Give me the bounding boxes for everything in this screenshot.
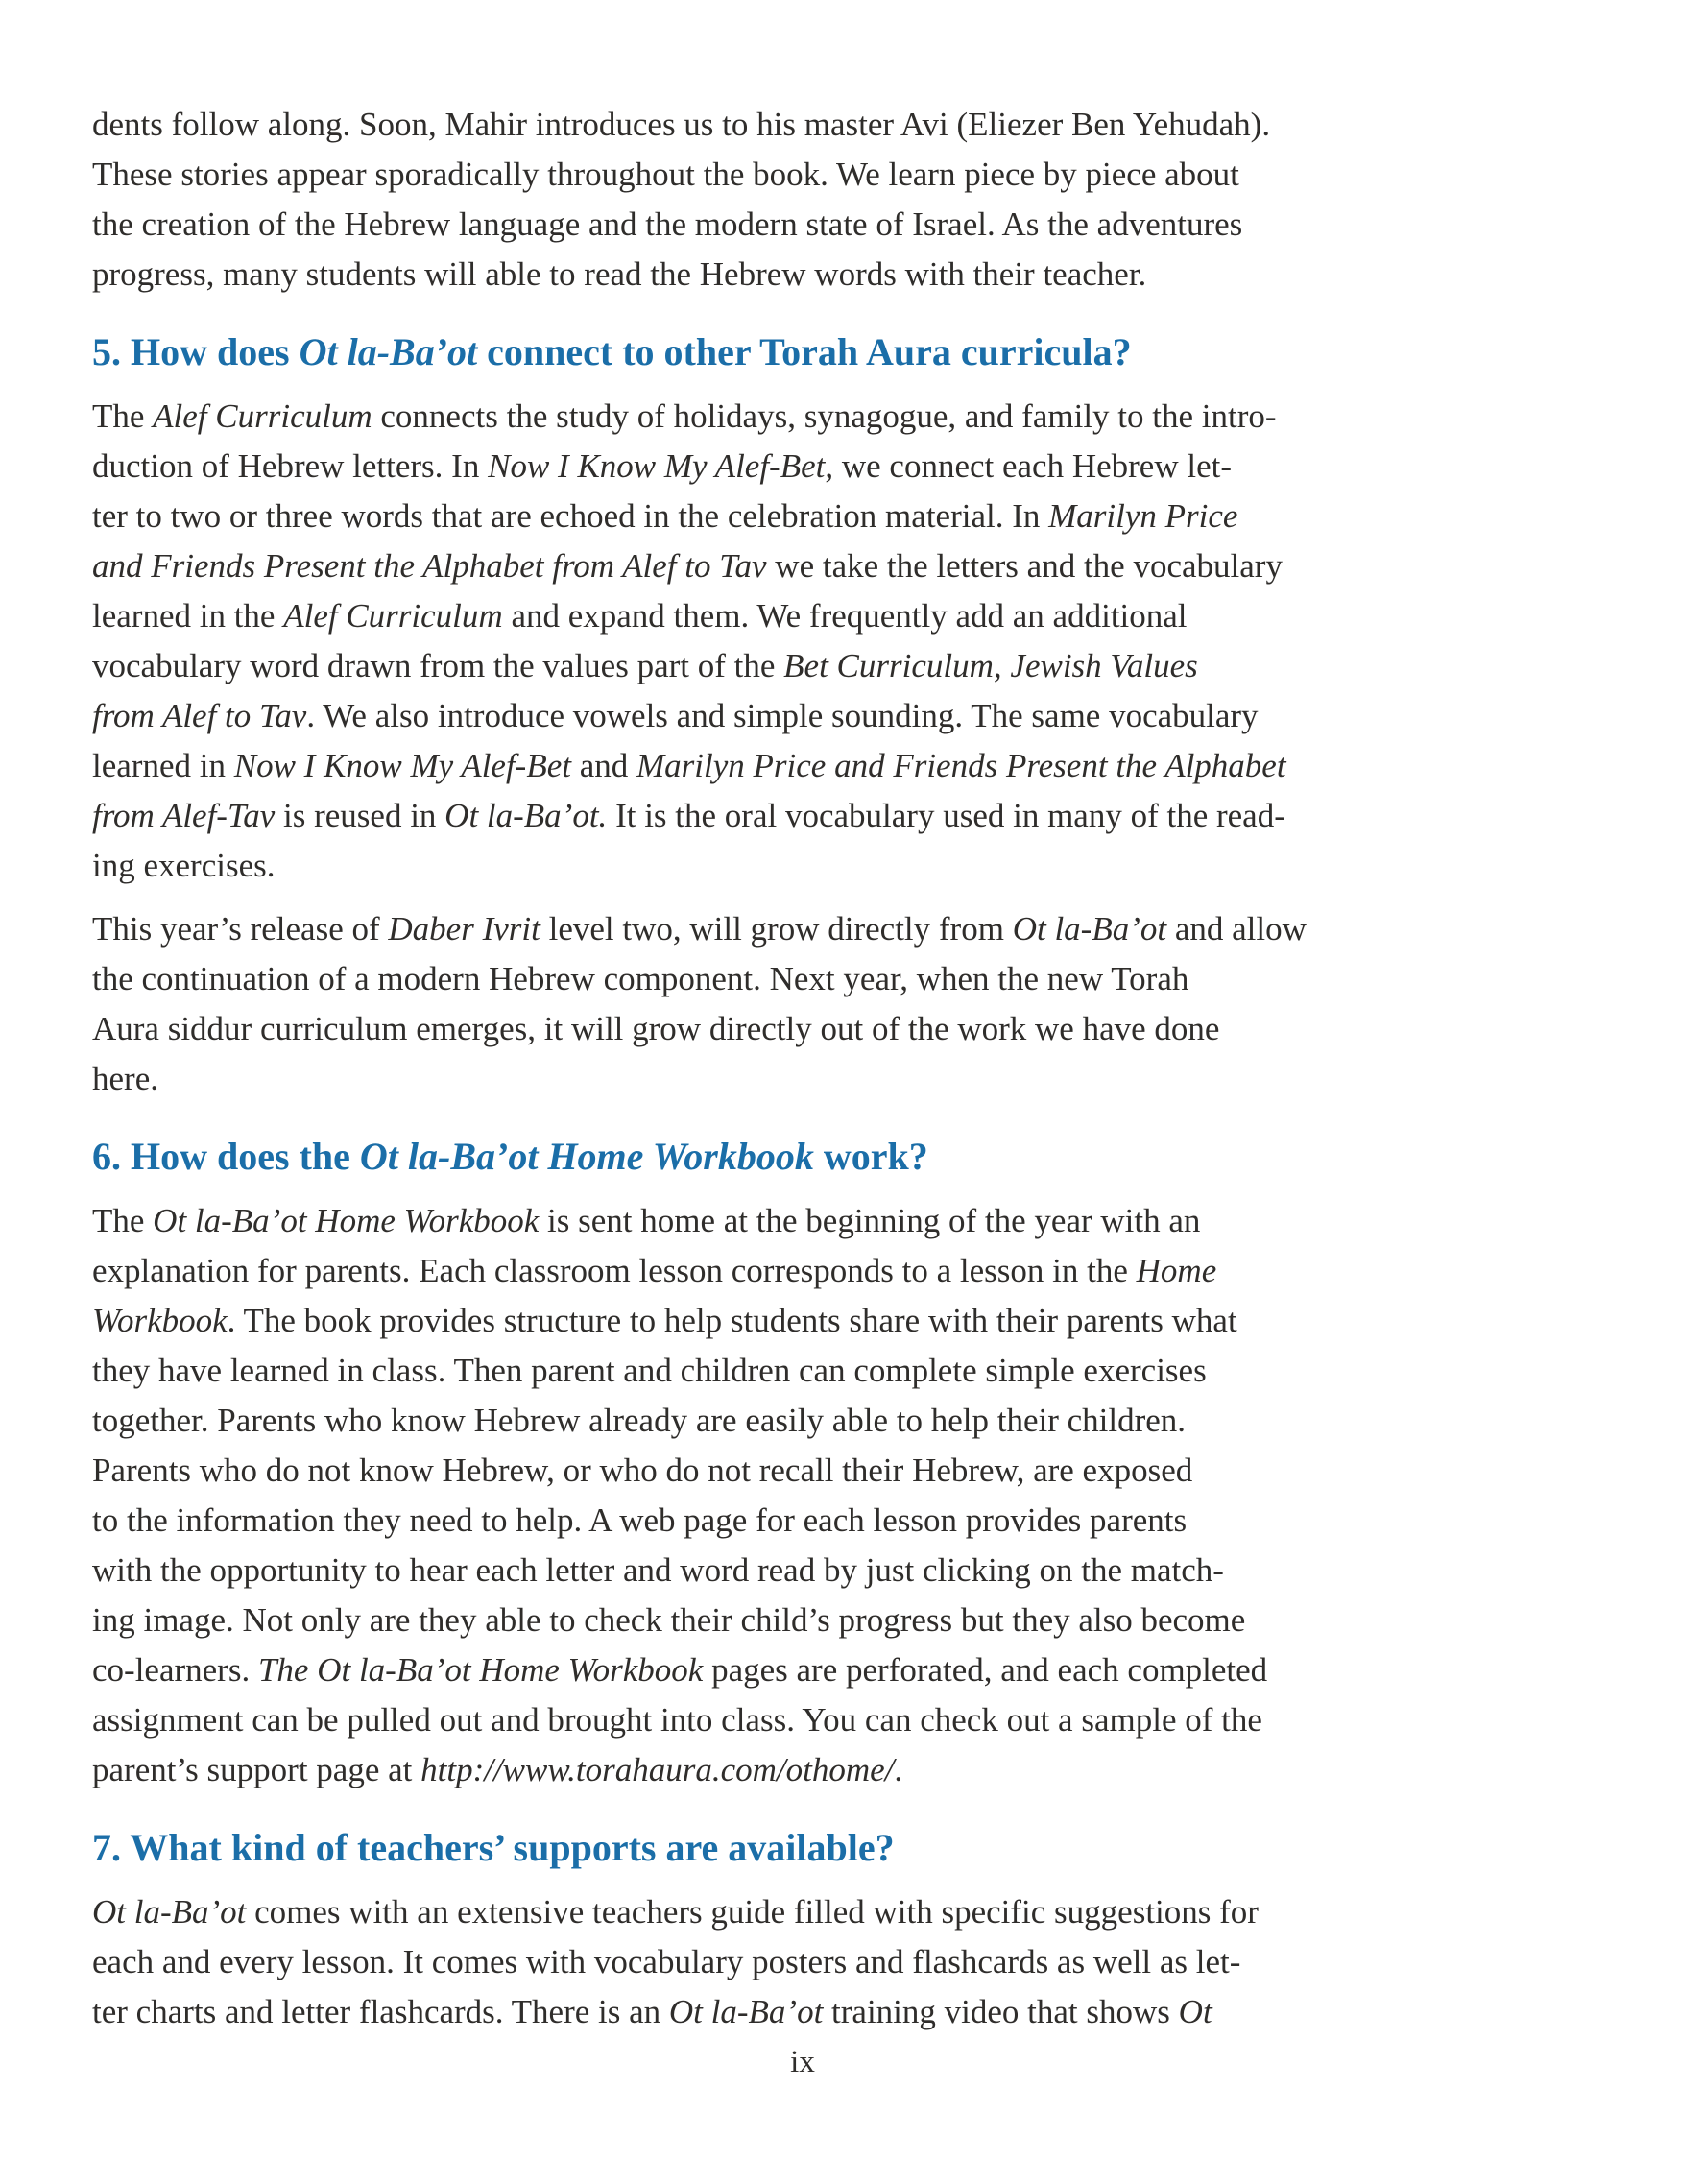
text-line: ter to two or three words that are echoed in the celebration material. In Marilyn Price (92, 497, 1238, 535)
text-line: co-learners. The Ot la-Ba’ot Home Workbook pages are perforated, and each completed (92, 1651, 1268, 1689)
text-line: This year’s release of Daber Ivrit level two, will grow directly from Ot la-Ba’ot and allow (92, 910, 1307, 948)
text-line: 5. How does Ot la-Ba’ot connect to other Torah Aura curricula? (92, 330, 1132, 373)
paragraph (92, 392, 1609, 891)
text-line: These stories appear sporadically throughout the book. We learn piece by piece about (92, 156, 1239, 193)
text-line: 6. How does the Ot la-Ba’ot Home Workbook work? (92, 1135, 928, 1178)
text-line: ter charts and letter flashcards. There is an Ot la-Ba’ot training video that shows Ot (92, 1993, 1212, 2030)
text-line: parent’s support page at http://www.torahaura.com/othome/. (92, 1751, 903, 1788)
text-line: The Alef Curriculum connects the study of holidays, synagogue, and family to the intro- (92, 397, 1277, 435)
text-line: Aura siddur curriculum emerges, it will grow directly out of the work we have done (92, 1010, 1220, 1047)
text-line: the creation of the Hebrew language and the modern state of Israel. As the adventures (92, 205, 1243, 243)
text-line: Parents who do not know Hebrew, or who do not recall their Hebrew, are exposed (92, 1452, 1193, 1489)
text-line: The Ot la-Ba’ot Home Workbook is sent home at the beginning of the year with an (92, 1202, 1201, 1239)
text-line: dents follow along. Soon, Mahir introduces us to his master Avi (Eliezer Ben Yehudah). (92, 106, 1271, 143)
section-heading (92, 1824, 1609, 1872)
paragraph (92, 904, 1609, 1104)
text-line: duction of Hebrew letters. In Now I Know My Alef-Bet, we connect each Hebrew let- (92, 447, 1233, 485)
text-line: Ot la-Ba’ot comes with an extensive teachers guide filled with specific suggestions for (92, 1893, 1259, 1931)
text-line: assignment can be pulled out and brought into class. You can check out a sample of the (92, 1701, 1262, 1739)
text-line: from Alef-Tav is reused in Ot la-Ba’ot. It is the oral vocabulary used in many of the read- (92, 797, 1285, 834)
text-line: from Alef to Tav. We also introduce vowels and simple sounding. The same vocabulary (92, 697, 1259, 734)
text-line: the continuation of a modern Hebrew component. Next year, when the new Torah (92, 960, 1189, 997)
text-line: each and every lesson. It comes with vocabulary posters and flashcards as well as let- (92, 1943, 1241, 1980)
text-line: Workbook. The book provides structure to help students share with their parents what (92, 1302, 1237, 1339)
text-line: explanation for parents. Each classroom lesson corresponds to a lesson in the Home (92, 1252, 1217, 1289)
section-heading (92, 1133, 1609, 1181)
text-line: ing image. Not only are they able to check their child’s progress but they also become (92, 1601, 1246, 1639)
text-line: 7. What kind of teachers’ supports are available? (92, 1826, 895, 1869)
document-content (92, 100, 1609, 2051)
paragraph (92, 1887, 1609, 2037)
text-line: learned in Now I Know My Alef-Bet and Marilyn Price and Friends Present the Alphabet (92, 747, 1286, 784)
text-line: vocabulary word drawn from the values part of the Bet Curriculum, Jewish Values (92, 647, 1198, 684)
text-line: and Friends Present the Alphabet from Alef to Tav we take the letters and the vocabulary (92, 547, 1283, 585)
text-line: learned in the Alef Curriculum and expand them. We frequently add an additional (92, 597, 1188, 635)
section-heading (92, 328, 1609, 376)
text-line: to the information they need to help. A web page for each lesson provides parents (92, 1501, 1188, 1539)
paragraph (92, 100, 1609, 300)
text-line: here. (92, 1060, 158, 1097)
text-line: ing exercises. (92, 847, 276, 884)
text-line: they have learned in class. Then parent and children can complete simple exercises (92, 1352, 1207, 1389)
text-line: together. Parents who know Hebrew already are easily able to help their children. (92, 1402, 1187, 1439)
paragraph (92, 1196, 1609, 1795)
text-line: progress, many students will able to read the Hebrew words with their teacher. (92, 255, 1147, 293)
page-number: ix (790, 2045, 815, 2079)
text-line: with the opportunity to hear each letter and word read by just clicking on the match- (92, 1551, 1224, 1589)
